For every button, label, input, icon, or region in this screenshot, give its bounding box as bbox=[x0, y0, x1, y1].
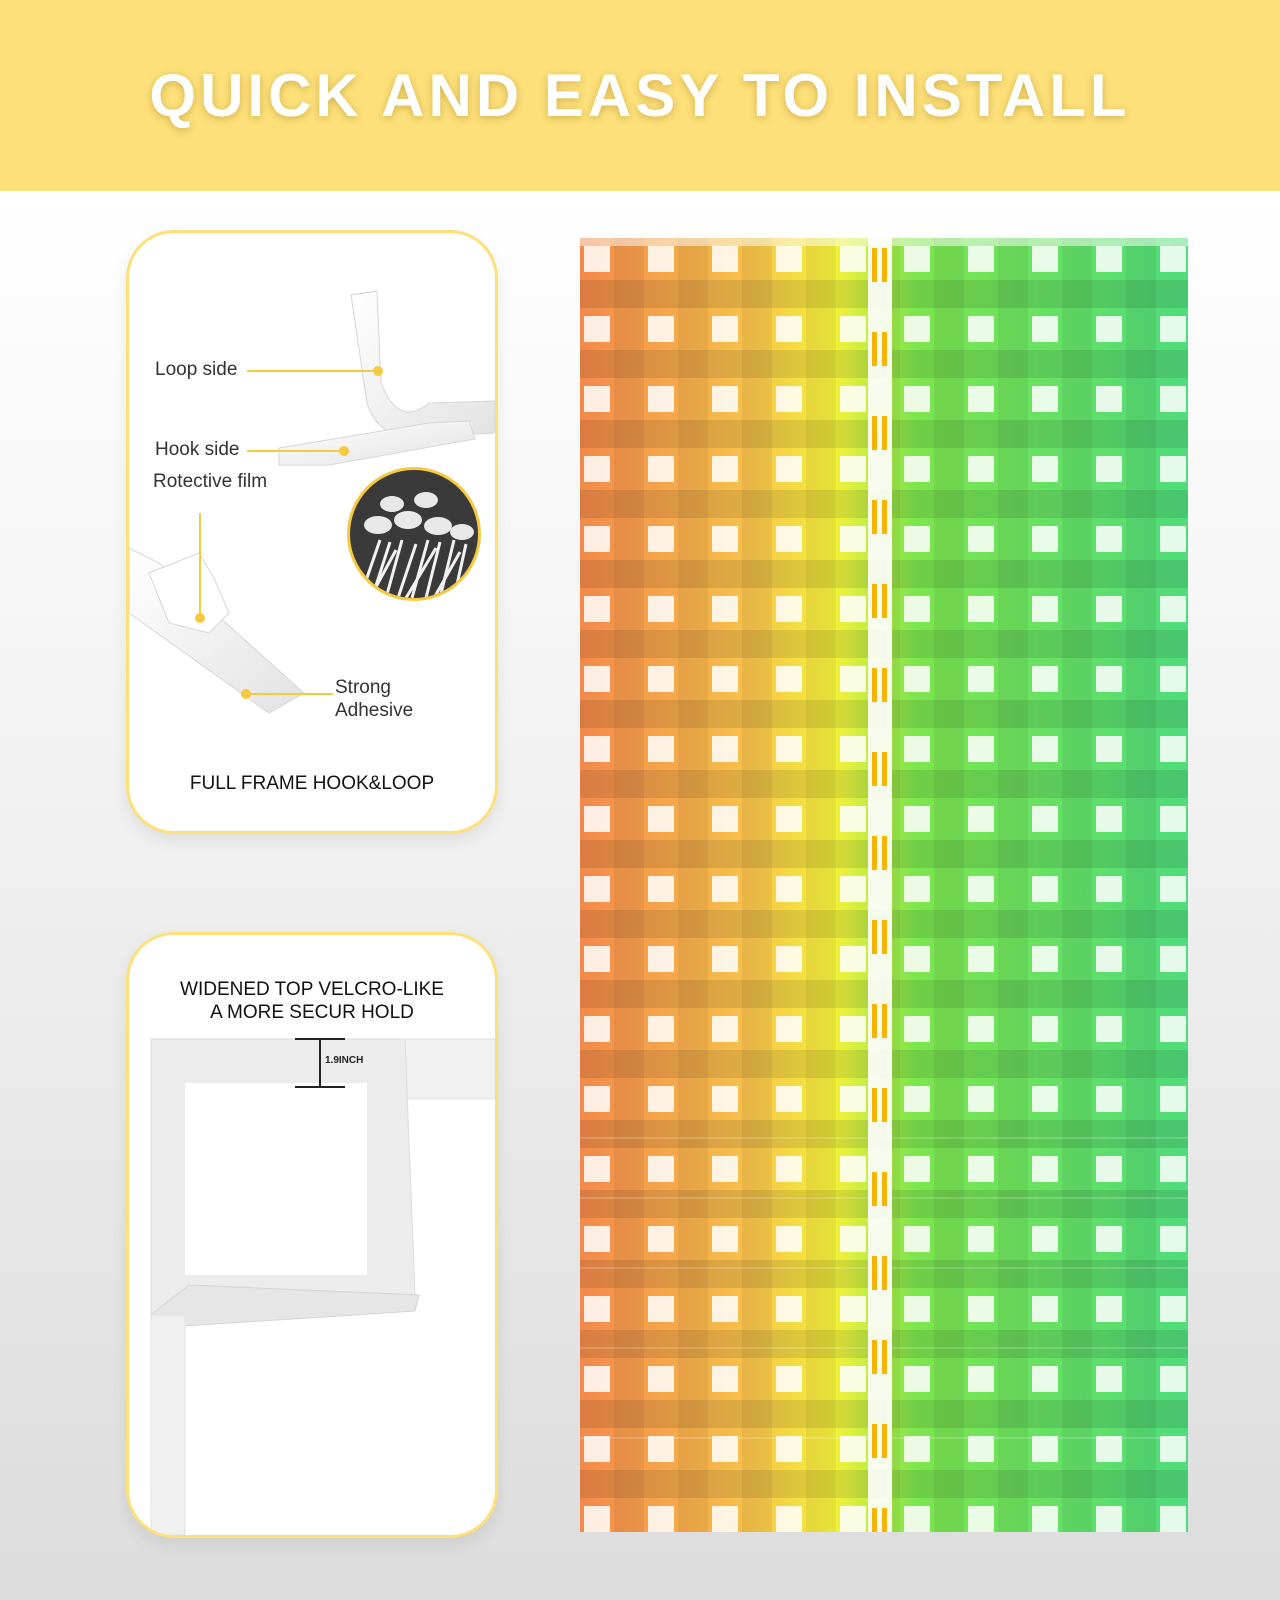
strong-adhesive-label-1: Strong bbox=[335, 677, 391, 698]
measure-label: 1.9INCH bbox=[325, 1055, 364, 1066]
protective-film-dot bbox=[195, 613, 205, 623]
velcro-corner-illustration bbox=[129, 935, 495, 1535]
strong-adhesive-dot bbox=[241, 689, 251, 699]
protective-film-leader bbox=[199, 513, 201, 615]
banner-title: QUICK AND EASY TO INSTALL bbox=[149, 62, 1131, 129]
hook-side-dot bbox=[339, 446, 349, 456]
widened-top-card bbox=[126, 932, 498, 1538]
loop-side-dot bbox=[373, 366, 383, 376]
loop-side-leader bbox=[247, 370, 377, 372]
hook-closeup-icon bbox=[347, 467, 481, 601]
magnetic-screen-door-icon bbox=[580, 238, 1188, 1532]
hook-side-label: Hook side bbox=[155, 439, 240, 460]
widened-caption-line1: WIDENED TOP VELCRO-LIKE bbox=[180, 979, 444, 1000]
widened-caption-line2: A MORE SECUR HOLD bbox=[210, 1002, 414, 1023]
hook-loop-card bbox=[126, 230, 498, 834]
strong-adhesive-label-2: Adhesive bbox=[335, 700, 414, 721]
protective-film-label: Rotective film bbox=[153, 471, 268, 492]
hook-side-leader bbox=[247, 450, 343, 452]
header-banner bbox=[0, 0, 1280, 191]
loop-side-label: Loop side bbox=[155, 359, 238, 380]
screen-door-image bbox=[580, 238, 1188, 1532]
strong-adhesive-leader bbox=[249, 693, 333, 695]
full-frame-caption: FULL FRAME HOOK&LOOP bbox=[189, 773, 435, 794]
